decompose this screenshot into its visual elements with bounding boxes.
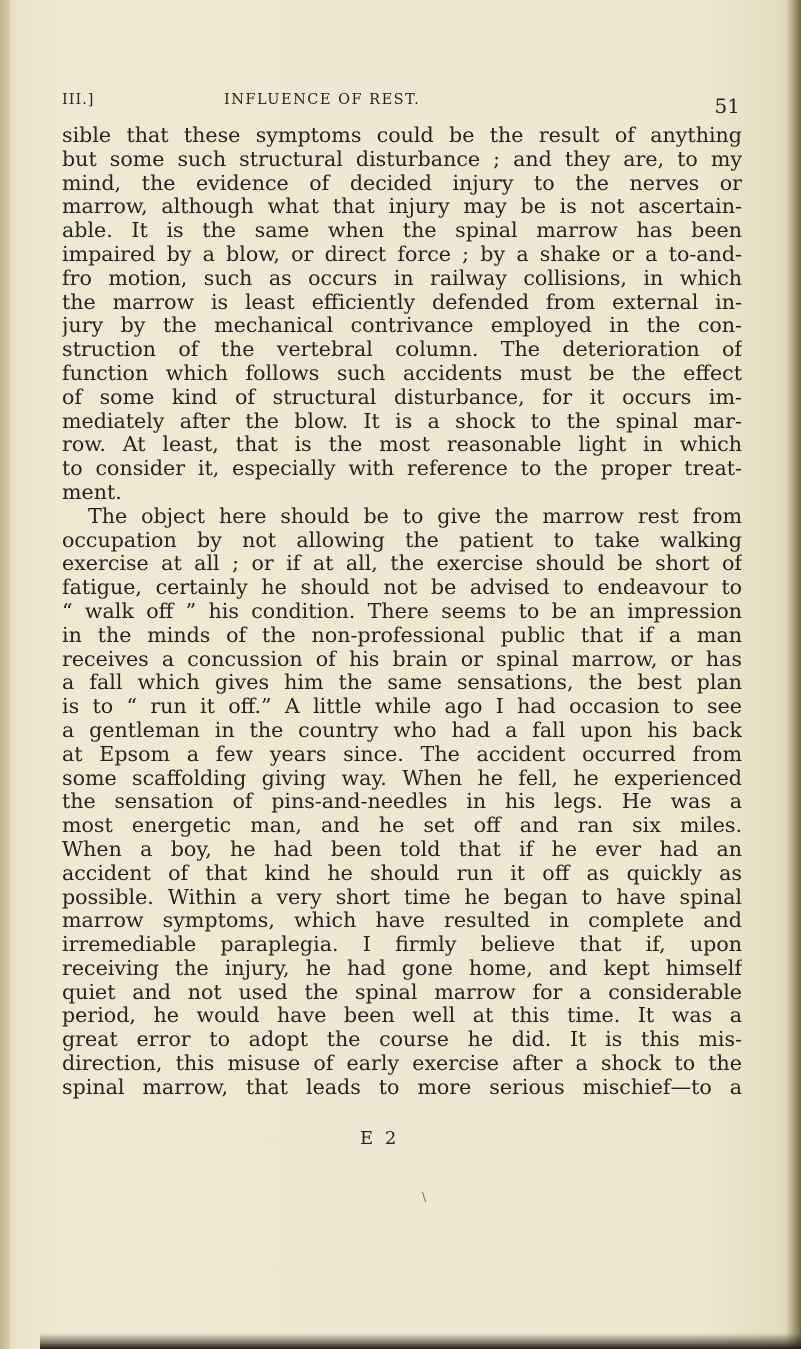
text-line: the marrow is least efficiently defended from external in- — [62, 290, 742, 314]
text-line: able. It is the same when the spinal marrow has been — [62, 219, 742, 243]
text-line: exercise at all ; or if at all, the exercise should be short of — [62, 552, 742, 576]
page-bottom-shadow — [40, 1333, 801, 1349]
text-line: receives a concussion of his brain or spinal marrow, or has — [62, 647, 742, 671]
text-line: receiving the injury, he had gone home, and kept himself — [62, 956, 742, 980]
text-line: marrow symptoms, which have resulted in complete and — [62, 909, 742, 933]
chapter-marker: III.] — [62, 92, 95, 108]
text-line: great error to adopt the course he did. It is this mis- — [62, 1028, 742, 1052]
text-line: is to “ run it off.” A little while ago I had occasion to see — [62, 695, 742, 719]
text-line: in the minds of the non-professional public that if a man — [62, 623, 742, 647]
text-line: “ walk off ” his condition. There seems to be an impression — [62, 599, 742, 623]
text-line: but some such structural disturbance ; and they are, to my — [62, 147, 742, 171]
text-line: row. At least, that is the most reasonable light in which — [62, 433, 742, 457]
text-line: struction of the vertebral column. The deterioration of — [62, 338, 742, 362]
text-line: When a boy, he had been told that if he ever had an — [62, 837, 742, 861]
text-line: the sensation of pins-and-needles in his legs. He was a — [62, 790, 742, 814]
text-line: period, he would have been well at this time. It was a — [62, 1004, 742, 1028]
text-line: mediately after the blow. It is a shock to the spinal mar- — [62, 409, 742, 433]
text-line: to consider it, especially with reference to the proper treat- — [62, 457, 742, 481]
stray-mark: \ — [422, 1190, 427, 1204]
text-line: mind, the evidence of decided injury to the nerves or — [62, 171, 742, 195]
text-line: a gentleman in the country who had a fall upon his back — [62, 718, 742, 742]
text-line: occupation by not allowing the patient to take walking — [62, 528, 742, 552]
text-line: quiet and not used the spinal marrow for a considerable — [62, 980, 742, 1004]
text-line: irremediable paraplegia. I firmly believe that if, upon — [62, 933, 742, 957]
page-right-edge — [787, 0, 801, 1349]
text-line: direction, this misuse of early exercise after a shock to the — [62, 1052, 742, 1076]
running-title: INFLUENCE OF REST. — [224, 92, 421, 108]
text-line: jury by the mechanical contrivance employed in the con- — [62, 314, 742, 338]
running-header — [62, 88, 742, 118]
text-line: a fall which gives him the same sensations, the best plan — [62, 671, 742, 695]
body-text — [62, 124, 742, 1100]
text-line: impaired by a blow, or direct force ; by a shake or a to-and- — [62, 242, 742, 266]
text-line: of some kind of structural disturbance, for it occurs im- — [62, 385, 742, 409]
text-line: some scaffolding giving way. When he fell, he experienced — [62, 766, 742, 790]
signature-mark: E 2 — [360, 1128, 400, 1149]
paragraph-first-line: The object here should be to give the marrow rest from — [88, 504, 742, 528]
text-line: marrow, although what that injury may be is not ascertain- — [62, 195, 742, 219]
text-line: accident of that kind he should run it off as quickly as — [62, 861, 742, 885]
text-line: function which follows such accidents must be the effect — [62, 361, 742, 385]
text-line: most energetic man, and he set off and ran six miles. — [62, 814, 742, 838]
text-line: fro motion, such as occurs in railway collisions, in which — [62, 266, 742, 290]
text-line: at Epsom a few years since. The accident occurred from — [62, 742, 742, 766]
page-left-edge — [0, 0, 10, 1349]
text-line: possible. Within a very short time he began to have spinal — [62, 885, 742, 909]
text-line: ment. — [62, 479, 122, 504]
page-number: 51 — [714, 94, 740, 118]
text-line: spinal marrow, that leads to more serious mischief—to a — [62, 1075, 742, 1099]
text-line: fatigue, certainly he should not be advised to endeavour to — [62, 576, 742, 600]
text-line: sible that these symptoms could be the result of anything — [62, 124, 742, 147]
